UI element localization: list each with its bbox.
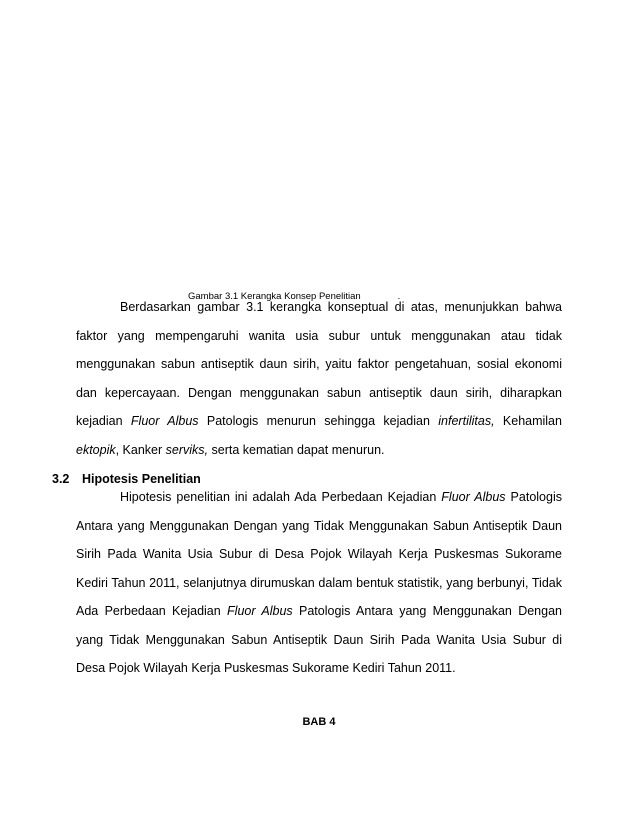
chapter-heading: BAB 4 [302,716,336,728]
paragraph-hypothesis [76,483,562,683]
paragraph-framework-explanation [76,293,562,464]
italic-term: Fluor Albus [130,414,199,428]
text-run: serta kematian dapat menurun. [208,442,385,457]
text-run: Hipotesis penelitian ini adalah Ada Perbedaan Kejadian [120,490,442,504]
italic-term: ektopik [76,442,116,457]
text-run: Patologis Antara yang Menggunakan Dengan yang Tidak Menggunakan Sabun Antiseptik Daun Sirih Pada Wanita Usia Subur di Desa Pojok Wilayah Kerja Puskesmas Sukorame Kediri Tahun 2011, selanjutnya dirumuskan dalam bentuk statistik, yang berbunyi, Tidak Ada Perbedaan Kejadian [76,490,562,618]
text-run: Kehamilan [494,414,562,428]
text-run: Berdasarkan gambar 3.1 kerangka konseptual di atas, menunjukkan bahwa faktor yang mempengaruhi wanita usia subur untuk menggunakan atau tidak menggunakan sabun antiseptik daun sirih, yaitu faktor pengetahuan, sosial ekonomi dan kepercayaan. Dengan menggunakan sabun antiseptik daun sirih, diharapkan kejadian [76,300,562,428]
text-run: Patologis menurun sehingga kejadian [198,414,439,428]
text-run: Patologis Antara yang Menggunakan Dengan yang Tidak Menggunakan Sabun Antiseptik Daun Sirih Pada Wanita Usia Subur di Desa Pojok Wilayah Kerja Puskesmas Sukorame Kediri Tahun 2011. [76,604,562,675]
section-number: 3.2 [52,472,70,486]
italic-term: Fluor Albus [227,604,293,618]
text-run: , Kanker [115,442,166,457]
italic-term: infertilitas, [438,414,495,428]
section-title: Hipotesis Penelitian [82,472,201,486]
italic-term: Fluor Albus [441,490,506,504]
figure-caption: Gambar 3.1 Kerangka Konsep Penelitian . [188,291,401,302]
italic-term: serviks, [165,442,209,457]
